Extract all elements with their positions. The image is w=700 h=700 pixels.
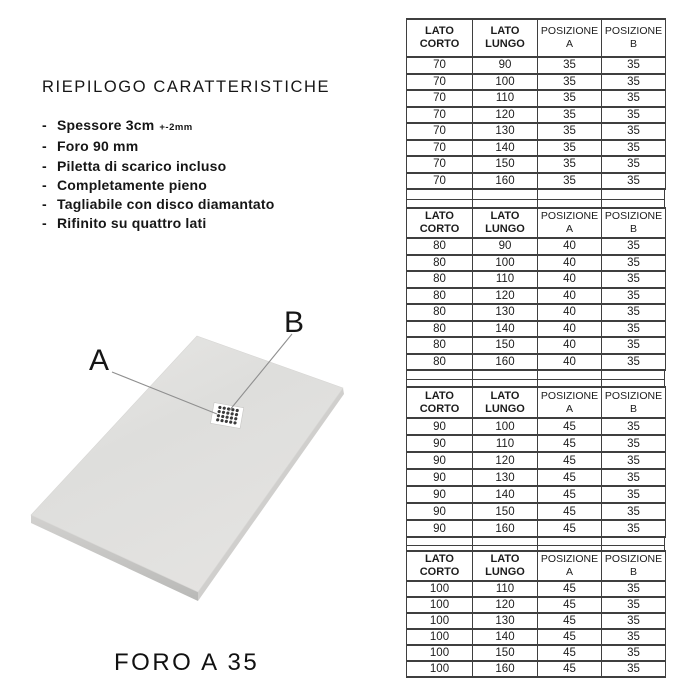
table-cell: 35 — [602, 645, 666, 661]
feature-item — [42, 176, 275, 195]
column-header: LATO LUNGO — [473, 208, 538, 238]
feature-bullet: - — [42, 117, 47, 133]
table-cell: 45 — [538, 520, 602, 537]
table-row — [407, 354, 666, 371]
table-row — [407, 173, 666, 190]
table-cell: 150 — [473, 503, 538, 520]
feature-label: Spessore 3cm — [57, 117, 155, 133]
table-cell: 130 — [473, 123, 538, 140]
column-header: POSIZIONE B — [602, 19, 666, 57]
table-cell: 35 — [538, 173, 602, 190]
table-row — [407, 661, 666, 677]
table-cell: 90 — [407, 452, 473, 469]
column-header: LATO LUNGO — [473, 19, 538, 57]
spec-table-3 — [406, 386, 666, 538]
table-cell: 70 — [407, 156, 473, 173]
table-row — [407, 486, 666, 503]
spec-tables-column — [406, 18, 665, 682]
table-cell: 130 — [473, 304, 538, 321]
table-cell: 70 — [407, 90, 473, 107]
table-cell: 160 — [473, 661, 538, 677]
feature-label: Rifinito su quattro lati — [57, 215, 207, 232]
table-row — [407, 271, 666, 288]
table-cell: 35 — [538, 123, 602, 140]
table-cell: 35 — [602, 597, 666, 613]
feature-item — [42, 157, 275, 176]
table-cell: 40 — [538, 288, 602, 305]
table-row — [407, 140, 666, 157]
table-cell: 140 — [473, 486, 538, 503]
feature-bullet: - — [42, 196, 47, 213]
table-cell: 70 — [407, 57, 473, 74]
table-cell: 45 — [538, 581, 602, 597]
label-b: B — [284, 306, 305, 339]
table-cell: 100 — [407, 629, 473, 645]
table-row — [407, 304, 666, 321]
header-row — [407, 208, 666, 238]
grid-line-horizontal — [406, 199, 665, 200]
table-row — [407, 597, 666, 613]
feature-label: Tagliabile con disco diamantato — [57, 196, 275, 213]
table-cell: 100 — [407, 645, 473, 661]
table-cell: 35 — [538, 140, 602, 157]
table-cell: 80 — [407, 304, 473, 321]
table-gap — [406, 538, 665, 550]
table-cell: 110 — [473, 435, 538, 452]
column-header: LATO LUNGO — [473, 551, 538, 581]
table-row — [407, 469, 666, 486]
table-cell: 35 — [602, 255, 666, 272]
table-cell: 130 — [473, 613, 538, 629]
feature-item — [42, 195, 275, 214]
table-cell: 110 — [473, 90, 538, 107]
table-cell: 35 — [602, 90, 666, 107]
table-cell: 45 — [538, 435, 602, 452]
table-cell: 100 — [407, 581, 473, 597]
table-row — [407, 337, 666, 354]
table-cell: 45 — [538, 661, 602, 677]
table-cell: 45 — [538, 597, 602, 613]
table-cell: 70 — [407, 173, 473, 190]
table-cell: 35 — [538, 156, 602, 173]
table-cell: 90 — [407, 520, 473, 537]
table-cell: 100 — [473, 418, 538, 435]
table-cell: 35 — [538, 74, 602, 91]
table-cell: 140 — [473, 321, 538, 338]
table-cell: 35 — [602, 304, 666, 321]
table-cell: 90 — [473, 238, 538, 255]
table-cell: 150 — [473, 156, 538, 173]
table-cell: 35 — [602, 173, 666, 190]
table-cell: 100 — [407, 613, 473, 629]
table-row — [407, 238, 666, 255]
table-cell: 70 — [407, 140, 473, 157]
table-row — [407, 452, 666, 469]
column-header: POSIZIONE A — [538, 387, 602, 418]
feature-item — [42, 116, 275, 137]
table-cell: 70 — [407, 123, 473, 140]
table-cell: 45 — [538, 645, 602, 661]
column-header: POSIZIONE A — [538, 19, 602, 57]
table-cell: 40 — [538, 354, 602, 371]
table-gap — [406, 190, 665, 207]
table-row — [407, 74, 666, 91]
spec-table-4 — [406, 550, 666, 678]
table-row — [407, 629, 666, 645]
table-cell: 150 — [473, 645, 538, 661]
table-row — [407, 520, 666, 537]
table-row — [407, 418, 666, 435]
table-cell: 35 — [602, 57, 666, 74]
features-list — [42, 116, 275, 234]
tray-top-face — [31, 336, 343, 592]
table-cell: 140 — [473, 140, 538, 157]
grid-line-horizontal — [406, 379, 665, 380]
table-row — [407, 57, 666, 74]
table-cell: 35 — [602, 418, 666, 435]
column-header: POSIZIONE B — [602, 387, 666, 418]
table-row — [407, 435, 666, 452]
table-cell: 45 — [538, 503, 602, 520]
table-cell: 120 — [473, 452, 538, 469]
table-cell: 110 — [473, 581, 538, 597]
table-cell: 40 — [538, 321, 602, 338]
label-a: A — [89, 344, 110, 377]
table-cell: 90 — [407, 435, 473, 452]
table-cell: 80 — [407, 238, 473, 255]
table-cell: 160 — [473, 354, 538, 371]
table-cell: 35 — [602, 661, 666, 677]
feature-label: Foro 90 mm — [57, 138, 139, 155]
table-cell: 35 — [602, 238, 666, 255]
table-cell: 120 — [473, 597, 538, 613]
grid-line-horizontal — [406, 545, 665, 546]
column-header: POSIZIONE A — [538, 551, 602, 581]
table-row — [407, 123, 666, 140]
table-cell: 35 — [602, 486, 666, 503]
table-cell: 35 — [538, 90, 602, 107]
table-cell: 45 — [538, 486, 602, 503]
table-cell: 150 — [473, 337, 538, 354]
column-header: POSIZIONE A — [538, 208, 602, 238]
table-cell: 90 — [407, 418, 473, 435]
header-row — [407, 551, 666, 581]
table-cell: 45 — [538, 469, 602, 486]
table-row — [407, 156, 666, 173]
foro-label: FORO A 35 — [114, 649, 260, 676]
table-cell: 35 — [538, 57, 602, 74]
column-header: LATO CORTO — [407, 387, 473, 418]
table-cell: 70 — [407, 107, 473, 124]
table-cell: 80 — [407, 288, 473, 305]
table-cell: 120 — [473, 288, 538, 305]
table-cell: 90 — [407, 503, 473, 520]
table-cell: 35 — [602, 123, 666, 140]
table-cell: 40 — [538, 304, 602, 321]
table-cell: 80 — [407, 255, 473, 272]
table-row — [407, 581, 666, 597]
table-cell: 45 — [538, 452, 602, 469]
table-cell: 35 — [602, 581, 666, 597]
table-row — [407, 255, 666, 272]
table-cell: 35 — [602, 321, 666, 338]
table-cell: 35 — [602, 337, 666, 354]
header-row — [407, 387, 666, 418]
table-cell: 90 — [407, 486, 473, 503]
table-cell: 160 — [473, 173, 538, 190]
table-cell: 35 — [602, 107, 666, 124]
table-cell: 80 — [407, 271, 473, 288]
table-cell: 100 — [473, 74, 538, 91]
table-cell: 160 — [473, 520, 538, 537]
table-cell: 40 — [538, 255, 602, 272]
table-cell: 90 — [473, 57, 538, 74]
table-cell: 100 — [473, 255, 538, 272]
table-cell: 80 — [407, 321, 473, 338]
table-cell: 130 — [473, 469, 538, 486]
table-cell: 35 — [602, 629, 666, 645]
table-row — [407, 645, 666, 661]
feature-bullet: - — [42, 215, 47, 232]
table-row — [407, 288, 666, 305]
column-header: POSIZIONE B — [602, 551, 666, 581]
column-header: LATO CORTO — [407, 19, 473, 57]
table-cell: 40 — [538, 271, 602, 288]
table-cell: 70 — [407, 74, 473, 91]
table-cell: 35 — [602, 452, 666, 469]
table-cell: 35 — [602, 74, 666, 91]
table-cell: 35 — [602, 503, 666, 520]
spec-table-2 — [406, 207, 666, 371]
feature-note: +-2mm — [159, 122, 193, 133]
table-cell: 140 — [473, 629, 538, 645]
feature-bullet: - — [42, 176, 47, 193]
page-title: RIEPILOGO CARATTERISTICHE — [42, 78, 331, 96]
table-cell: 40 — [538, 337, 602, 354]
table-cell: 35 — [602, 469, 666, 486]
column-header: LATO CORTO — [407, 551, 473, 581]
spec-table-1 — [406, 18, 666, 190]
table-cell: 35 — [602, 271, 666, 288]
header-row — [407, 19, 666, 57]
table-cell: 80 — [407, 354, 473, 371]
feature-label: Completamente pieno — [57, 176, 208, 193]
column-header: LATO LUNGO — [473, 387, 538, 418]
feature-bullet: - — [42, 157, 47, 174]
table-cell: 35 — [602, 520, 666, 537]
table-cell: 110 — [473, 271, 538, 288]
table-cell: 45 — [538, 629, 602, 645]
table-cell: 45 — [538, 613, 602, 629]
table-cell: 100 — [407, 661, 473, 677]
table-cell: 45 — [538, 418, 602, 435]
tray-illustration — [20, 290, 400, 620]
feature-item — [42, 214, 275, 233]
table-cell: 120 — [473, 107, 538, 124]
feature-item — [42, 137, 275, 156]
table-cell: 40 — [538, 238, 602, 255]
column-header: POSIZIONE B — [602, 208, 666, 238]
table-gap — [406, 371, 665, 386]
column-header: LATO CORTO — [407, 208, 473, 238]
table-cell: 35 — [602, 613, 666, 629]
table-cell: 35 — [602, 156, 666, 173]
table-cell: 80 — [407, 337, 473, 354]
table-row — [407, 613, 666, 629]
table-row — [407, 90, 666, 107]
table-cell: 35 — [538, 107, 602, 124]
table-row — [407, 107, 666, 124]
table-row — [407, 321, 666, 338]
table-cell: 35 — [602, 288, 666, 305]
table-cell: 35 — [602, 140, 666, 157]
feature-bullet: - — [42, 138, 47, 155]
table-row — [407, 503, 666, 520]
table-cell: 35 — [602, 354, 666, 371]
feature-label: Piletta di scarico incluso — [57, 157, 227, 174]
table-cell: 100 — [407, 597, 473, 613]
table-cell: 90 — [407, 469, 473, 486]
table-cell: 35 — [602, 435, 666, 452]
